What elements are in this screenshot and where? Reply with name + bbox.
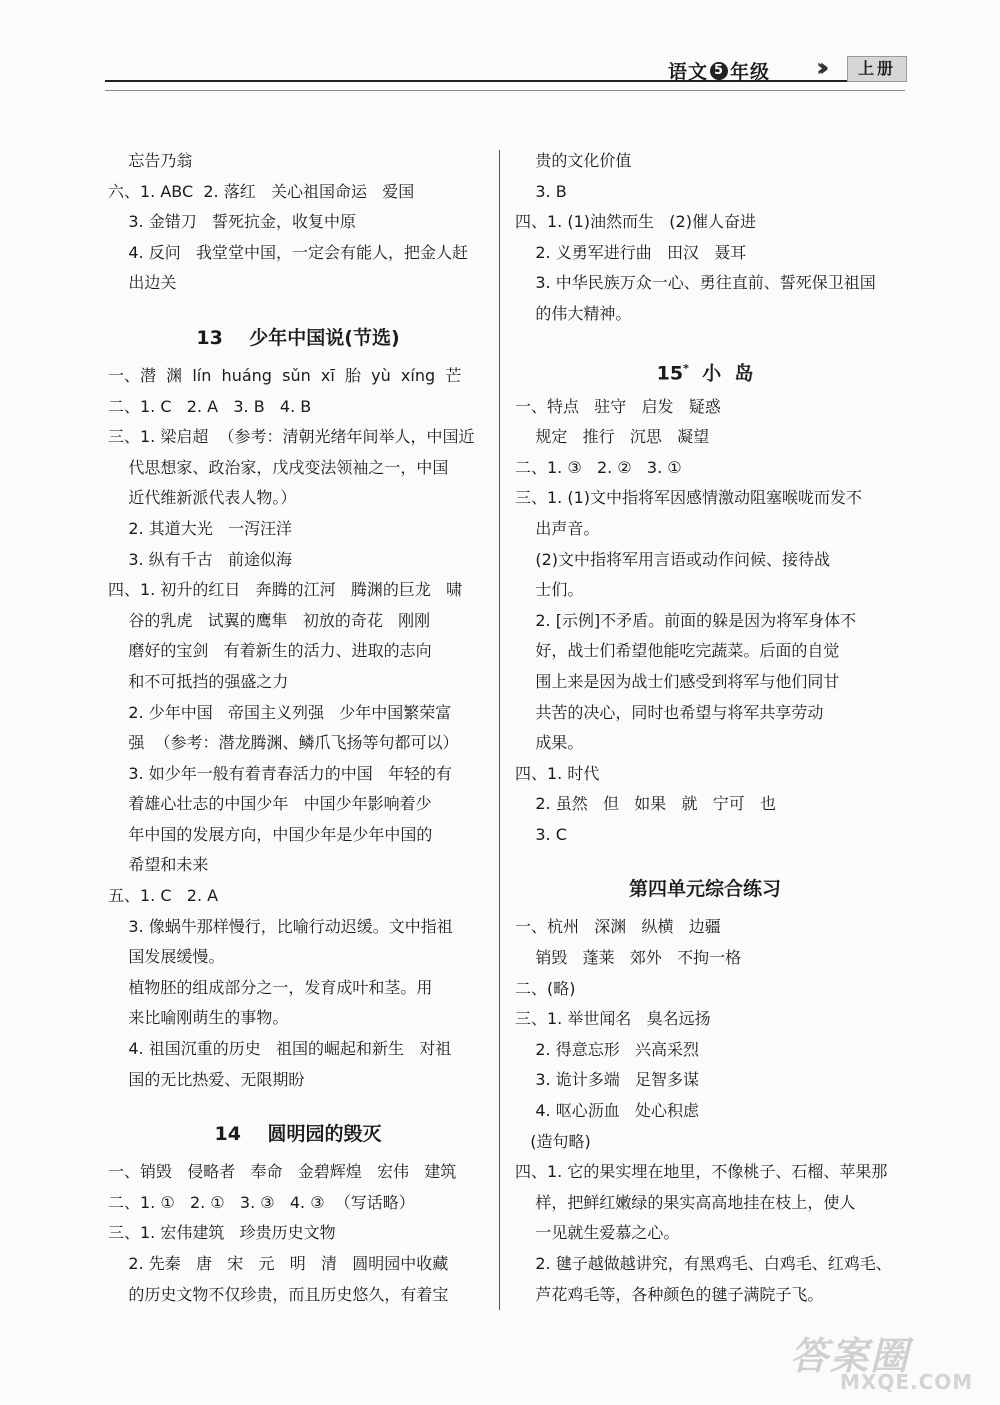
answer-line: 一见就生爱慕之心。 [515,1223,680,1243]
subject-label: 语文 [668,61,709,83]
answer-line: 4. 祖国沉重的历史 祖国的崛起和新生 对祖 [108,1039,452,1059]
answer-line: 4. 呕心沥血 处心积虑 [515,1101,699,1121]
double-chevron-icon: ›› [816,53,822,83]
answer-line: 一、杭州 深渊 纵横 边疆 [515,917,721,937]
watermark-logo: 答案圈 [790,1334,911,1378]
answer-line: 代思想家、政治家，戊戌变法领袖之一，中国 [108,457,449,477]
answer-line: 销毁 蓬莱 郊外 不拘一格 [515,948,742,968]
answer-line: 出声音。 [515,518,600,538]
section-title: 第四单元综合练习 [628,878,781,901]
left-answer-column [108,146,488,1310]
answer-line: 2. 少年中国 帝国主义列强 少年中国繁荣富 [108,702,452,722]
answer-line: 士们。 [515,580,584,600]
answer-line: 植物胚的组成部分之一，发育成叶和茎。用 [108,977,433,997]
watermark-url: MXQE.COM [840,1370,974,1394]
answer-line: 2. 毽子越做越讲究，有黑鸡毛、白鸡毛、红鸡毛、 [515,1254,892,1273]
answer-line: 三、1. 宏伟建筑 珍贵历史文物 [108,1223,336,1243]
section-title: 13 少年中国说(节选) [196,326,400,349]
grade-suffix: 年级 [730,61,771,83]
right-answer-column [515,146,895,1310]
answer-line: 3. C [515,824,567,844]
answer-line: 四、1. (1)油然而生 (2)催人奋进 [515,212,756,232]
answer-line: 2. [示例]不矛盾。前面的躲是因为将军身体不 [515,610,857,630]
answer-line: 规定 推行 沉思 凝望 [515,427,710,447]
optional-lesson-mark: * [683,361,689,375]
answer-line: 强 （参考：潜龙腾渊、鳞爪飞扬等句都可以） [108,733,459,753]
header-rule [105,80,905,82]
answer-line: (2)文中指将军用言语或动作问候、接待战 [515,549,831,569]
column-divider [499,150,500,1310]
answer-line: 围上来是因为战士们感受到将军与他们同甘 [515,671,840,691]
answer-line: 2. 其道大光 一泻汪洋 [108,518,292,538]
answer-line: 二、1. ① 2. ① 3. ③ 4. ③ （写话略） [108,1192,415,1212]
answer-line: 忘告乃翁 [108,151,193,170]
answer-line: 2. 先秦 唐 宋 元 明 清 圆明园中收藏 [108,1254,449,1273]
answer-line: 3. 如少年一般有着青春活力的中国 年轻的有 [108,763,452,783]
answer-line: 三、1. 梁启超 （参考：清朝光绪年间举人，中国近 [108,427,475,447]
answer-line: 出边关 [108,273,177,293]
answer-line: 一、特点 驻守 启发 疑惑 [515,396,721,416]
answer-line: 一、潜 渊 lín huáng sǔn xī 胎 yù xíng 芒 [108,365,462,385]
answer-line: 3. 诡计多端 足智多谋 [515,1070,699,1090]
answer-line: 着雄心壮志的中国少年 中国少年影响着少 [108,794,432,814]
answer-line: 三、1. (1)文中指将军因感情激动阻塞喉咙而发不 [515,488,863,508]
answer-line: 2. 得意忘形 兴高采烈 [515,1039,699,1059]
answer-line: 3. B [515,181,567,201]
answer-line: 芦花鸡毛等，各种颜色的毽子满院子飞。 [515,1284,824,1304]
header-title [668,57,770,84]
answer-line: 希望和未来 [108,855,209,875]
answer-line: 3. 金错刀 誓死抗金，收复中原 [108,212,356,232]
answer-line: 的历史文物不仅珍贵，而且历史悠久，有着宝 [108,1284,449,1304]
answer-line: 三、1. 举世闻名 臭名远扬 [515,1009,711,1029]
answer-line: 四、1. 它的果实埋在地里，不像桃子、石榴、苹果那 [515,1162,888,1182]
answer-line: 4. 反问 我堂堂中国，一定会有能人，把金人赶 [108,242,468,262]
answer-line: 二、1. C 2. A 3. B 4. B [108,396,312,416]
answer-line: 贵的文化价值 [515,151,632,170]
answer-line: 国发展缓慢。 [108,947,225,967]
answer-line: 国的无比热爱、无限期盼 [108,1069,305,1089]
answer-line: 四、1. 初升的红日 奔腾的江河 腾渊的巨龙 啸 [108,580,463,600]
answer-line: 近代维新派代表人物。） [108,488,297,508]
section-title: 15* 小 岛 [656,361,754,384]
answer-line: 样，把鲜红嫩绿的果实高高地挂在枝上，使人 [515,1192,856,1212]
answer-line: 二、(略) [515,978,576,998]
answer-line: 来比喻刚萌生的事物。 [108,1008,289,1028]
answer-line: 3. 中华民族万众一心、勇往直前、誓死保卫祖国 [515,273,876,293]
answer-line: 一、销毁 侵略者 奉命 金碧辉煌 宏伟 建筑 [108,1162,457,1182]
section-title: 14 圆明园的毁灭 [214,1123,382,1146]
answer-line: (造句略) [515,1131,591,1151]
answer-line: 2. 义勇军进行曲 田汉 聂耳 [515,242,747,262]
answer-line: 四、1. 时代 [515,763,600,783]
answer-line: 五、1. C 2. A [108,886,219,906]
answer-line: 六、1. ABC 2. 落红 关心祖国命运 爱国 [108,181,415,201]
answer-line: 2. 虽然 但 如果 就 宁可 也 [515,794,776,814]
answer-line: 磨好的宝剑 有着新生的活力、进取的志向 [108,641,432,661]
answer-line: 3. 像蜗牛那样慢行，比喻行动迟缓。文中指祖 [108,916,453,936]
answer-line: 3. 纵有千古 前途似海 [108,549,292,569]
answer-line: 成果。 [515,733,584,753]
answer-line: 好，战士们希望他能吃完蔬菜。后面的自觉 [515,641,840,661]
answer-line: 的伟大精神。 [515,303,632,323]
answer-line: 年中国的发展方向，中国少年是少年中国的 [108,824,433,844]
grade-number-badge: 5 [710,62,728,80]
volume-tab: 上册 [847,56,907,82]
answer-line: 二、1. ③ 2. ② 3. ① [515,457,682,477]
answer-line: 共苦的决心，同时也希望与将军共享劳动 [515,702,824,722]
header-rule-thin [105,90,905,91]
answer-line: 和不可抵挡的强盛之力 [108,671,289,691]
answer-line: 谷的乳虎 试翼的鹰隼 初放的奇花 刚刚 [108,610,431,630]
